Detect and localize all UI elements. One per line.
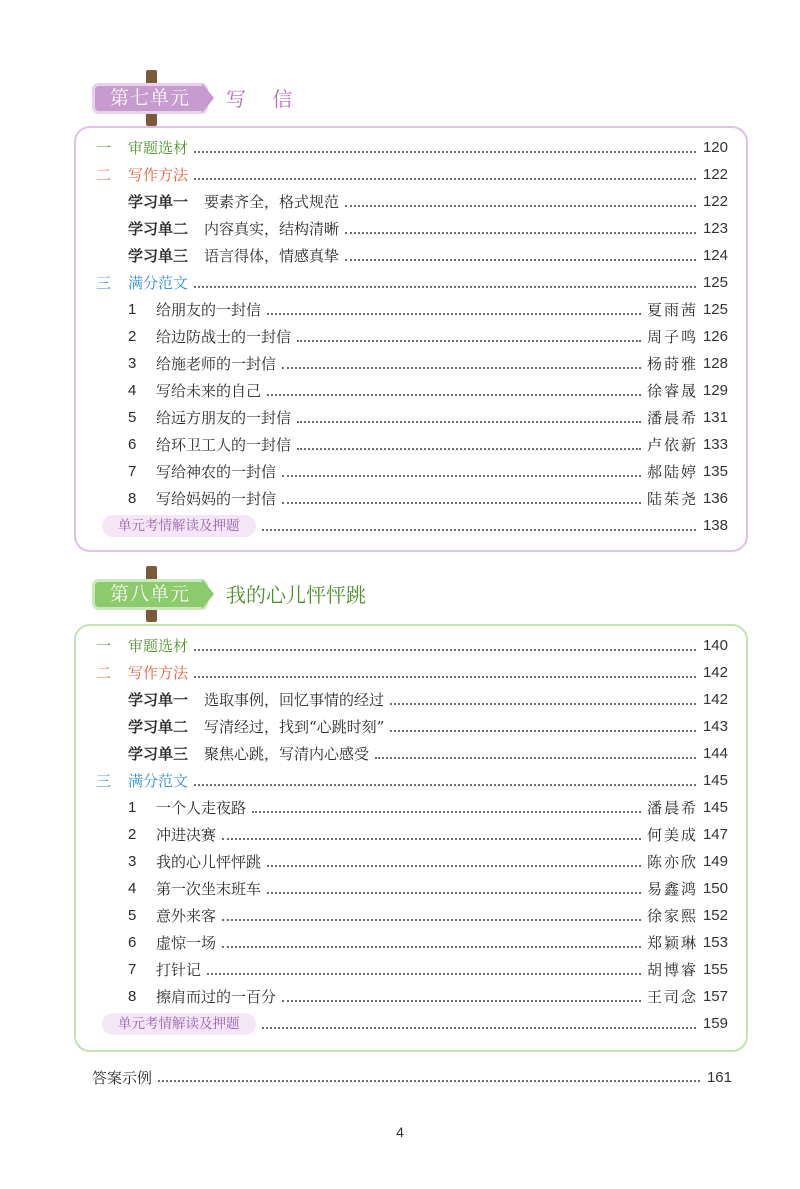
- essay-title: 给环卫工人的一封信: [156, 436, 292, 454]
- unit-tag: 第八单元: [92, 579, 208, 610]
- leader-dots: [262, 1027, 697, 1029]
- essay-title: 给施老师的一封信: [156, 355, 277, 373]
- essay-title: 一个人走夜路: [156, 799, 247, 817]
- lesson-title: 要素齐全，格式规范: [204, 193, 340, 211]
- toc-essay[interactable]: [96, 821, 728, 848]
- essay-author: 何美成: [646, 826, 698, 844]
- page-number: 123: [702, 220, 728, 237]
- page-number: 150: [702, 880, 728, 897]
- tag-arrow: [202, 83, 214, 113]
- section-label: 写作方法: [128, 166, 189, 184]
- essay-number: 1: [128, 301, 137, 318]
- page-number: 125: [702, 301, 728, 318]
- essay-number: 3: [128, 853, 137, 870]
- leader-dots: [222, 946, 641, 948]
- page-number: 125: [702, 274, 728, 291]
- unit-title: 写 信: [226, 87, 303, 111]
- section-number: 三: [96, 274, 112, 292]
- essay-number: 2: [128, 826, 137, 843]
- toc-lesson[interactable]: [96, 740, 728, 767]
- section-number: 二: [96, 664, 112, 682]
- toc-answer-key[interactable]: [92, 1064, 732, 1090]
- review-label: 单元考情解读及押题: [102, 1013, 256, 1035]
- leader-dots: [297, 448, 641, 450]
- toc-essay[interactable]: [96, 431, 728, 458]
- lesson-prefix: 学习单一: [128, 193, 189, 211]
- essay-number: 1: [128, 799, 137, 816]
- leader-dots: [194, 151, 696, 153]
- essay-author: 杨莳雅: [646, 355, 698, 373]
- essay-author: 王司念: [646, 988, 698, 1006]
- leader-dots: [252, 811, 641, 813]
- essay-title: 写给未来的自己: [156, 382, 262, 400]
- page-number: 149: [702, 853, 728, 870]
- leader-dots: [345, 205, 696, 207]
- leader-dots: [282, 367, 641, 369]
- essay-title: 第一次坐末班车: [156, 880, 262, 898]
- toc-essay[interactable]: [96, 458, 728, 485]
- page-number: 124: [702, 247, 728, 264]
- unit-toc-box: [74, 126, 748, 552]
- page-footer-number: 4: [396, 1124, 404, 1140]
- essay-author: 卢依新: [646, 436, 698, 454]
- leader-dots: [267, 394, 641, 396]
- essay-number: 8: [128, 988, 137, 1005]
- page-number: 143: [702, 718, 728, 735]
- tag-arrow: [202, 579, 214, 609]
- page-number: 155: [702, 961, 728, 978]
- toc-section[interactable]: [96, 161, 728, 188]
- lesson-prefix: 学习单三: [128, 247, 189, 265]
- essay-title: 冲进决赛: [156, 826, 217, 844]
- toc-essay[interactable]: [96, 794, 728, 821]
- leader-dots: [390, 703, 696, 705]
- page-number: 140: [702, 637, 728, 654]
- leader-dots: [282, 1000, 641, 1002]
- toc-essay[interactable]: [96, 350, 728, 377]
- essay-title: 打针记: [156, 961, 202, 979]
- essay-title: 给边防战士的一封信: [156, 328, 292, 346]
- unit-toc-box: [74, 624, 748, 1052]
- page-number: 157: [702, 988, 728, 1005]
- leader-dots: [194, 286, 696, 288]
- lesson-title: 写清经过，找到“心跳时刻”: [204, 718, 385, 736]
- essay-number: 6: [128, 436, 137, 453]
- leader-dots: [194, 784, 696, 786]
- page-number: 129: [702, 382, 728, 399]
- essay-title: 擦肩而过的一百分: [156, 988, 277, 1006]
- essay-number: 4: [128, 382, 137, 399]
- unit-header: [92, 566, 392, 622]
- page-number: 145: [702, 799, 728, 816]
- section-number: 一: [96, 637, 112, 655]
- page-number: 152: [702, 907, 728, 924]
- toc-lesson[interactable]: [96, 713, 728, 740]
- essay-number: 3: [128, 355, 137, 372]
- lesson-title: 选取事例，回忆事情的经过: [204, 691, 385, 709]
- unit-title: 我的心儿怦怦跳: [226, 583, 366, 607]
- leader-dots: [158, 1080, 700, 1082]
- page-number: 159: [702, 1015, 728, 1032]
- lesson-title: 聚焦心跳，写清内心感受: [204, 745, 370, 763]
- essay-number: 2: [128, 328, 137, 345]
- section-label: 审题选材: [128, 637, 189, 655]
- essay-title: 意外来客: [156, 907, 217, 925]
- leader-dots: [282, 502, 641, 504]
- section-label: 满分范文: [128, 274, 189, 292]
- toc-essay[interactable]: [96, 323, 728, 350]
- toc-section[interactable]: [96, 632, 728, 659]
- leader-dots: [282, 475, 641, 477]
- essay-number: 4: [128, 880, 137, 897]
- essay-author: 郑颖琳: [646, 934, 698, 952]
- essay-title: 给朋友的一封信: [156, 301, 262, 319]
- section-number: 一: [96, 139, 112, 157]
- essay-author: 陆茱尧: [646, 490, 698, 508]
- toc-lesson[interactable]: [96, 686, 728, 713]
- toc-essay[interactable]: [96, 902, 728, 929]
- page-number: 144: [702, 745, 728, 762]
- section-number: 二: [96, 166, 112, 184]
- toc-essay[interactable]: [96, 983, 728, 1010]
- page-number: 138: [702, 517, 728, 534]
- essay-number: 8: [128, 490, 137, 507]
- toc-essay[interactable]: [96, 485, 728, 512]
- essay-author: 周子鸣: [646, 328, 698, 346]
- page-number: 126: [702, 328, 728, 345]
- leader-dots: [390, 730, 696, 732]
- page-number: 136: [702, 490, 728, 507]
- answer-label: 答案示例: [92, 1068, 153, 1087]
- essay-author: 夏雨茜: [646, 301, 698, 319]
- review-label: 单元考情解读及押题: [102, 515, 256, 537]
- page-number: 122: [702, 193, 728, 210]
- toc-section[interactable]: [96, 767, 728, 794]
- leader-dots: [194, 676, 696, 678]
- leader-dots: [194, 178, 696, 180]
- essay-author: 陈亦欣: [646, 853, 698, 871]
- lesson-prefix: 学习单二: [128, 718, 189, 736]
- essay-author: 胡博睿: [646, 961, 698, 979]
- leader-dots: [267, 865, 641, 867]
- leader-dots: [207, 973, 641, 975]
- essay-author: 易鑫鸿: [646, 880, 698, 898]
- page-number: 147: [702, 826, 728, 843]
- leader-dots: [267, 892, 641, 894]
- toc-essay[interactable]: [96, 377, 728, 404]
- section-label: 满分范文: [128, 772, 189, 790]
- essay-number: 5: [128, 907, 137, 924]
- unit-tag: 第七单元: [92, 83, 208, 114]
- toc-section[interactable]: [96, 269, 728, 296]
- essay-number: 7: [128, 961, 137, 978]
- page-number: 153: [702, 934, 728, 951]
- essay-author: 潘晨希: [646, 799, 698, 817]
- page-number: 128: [702, 355, 728, 372]
- lesson-title: 内容真实，结构清晰: [204, 220, 340, 238]
- toc-essay[interactable]: [96, 404, 728, 431]
- essay-author: 徐家熙: [646, 907, 698, 925]
- section-label: 审题选材: [128, 139, 189, 157]
- essay-title: 给远方朋友的一封信: [156, 409, 292, 427]
- toc-review[interactable]: [96, 1010, 728, 1037]
- essay-number: 5: [128, 409, 137, 426]
- essay-title: 虚惊一场: [156, 934, 217, 952]
- essay-number: 6: [128, 934, 137, 951]
- leader-dots: [222, 838, 641, 840]
- page-number: 135: [702, 463, 728, 480]
- page-number: 120: [702, 139, 728, 156]
- leader-dots: [267, 313, 641, 315]
- unit-header: [92, 70, 392, 126]
- toc-review[interactable]: [96, 512, 728, 539]
- toc-essay[interactable]: [96, 875, 728, 902]
- toc-essay[interactable]: [96, 929, 728, 956]
- leader-dots: [345, 259, 696, 261]
- essay-author: 徐睿晟: [646, 382, 698, 400]
- section-number: 三: [96, 772, 112, 790]
- toc-essay[interactable]: [96, 296, 728, 323]
- section-label: 写作方法: [128, 664, 189, 682]
- page-number: 122: [702, 166, 728, 183]
- essay-title: 我的心儿怦怦跳: [156, 853, 262, 871]
- toc-lesson[interactable]: [96, 242, 728, 269]
- page-number: 133: [702, 436, 728, 453]
- leader-dots: [297, 421, 641, 423]
- leader-dots: [222, 919, 641, 921]
- essay-number: 7: [128, 463, 137, 480]
- toc-section[interactable]: [96, 659, 728, 686]
- page-number: 142: [702, 691, 728, 708]
- page-number: 145: [702, 772, 728, 789]
- lesson-prefix: 学习单二: [128, 220, 189, 238]
- toc-lesson[interactable]: [96, 188, 728, 215]
- page-number: 161: [706, 1068, 732, 1086]
- leader-dots: [297, 340, 641, 342]
- toc-essay[interactable]: [96, 956, 728, 983]
- essay-title: 写给妈妈的一封信: [156, 490, 277, 508]
- toc-lesson[interactable]: [96, 215, 728, 242]
- lesson-title: 语言得体，情感真挚: [204, 247, 340, 265]
- essay-author: 潘晨希: [646, 409, 698, 427]
- lesson-prefix: 学习单一: [128, 691, 189, 709]
- toc-section[interactable]: [96, 134, 728, 161]
- leader-dots: [375, 757, 696, 759]
- lesson-prefix: 学习单三: [128, 745, 189, 763]
- leader-dots: [262, 529, 697, 531]
- page-number: 142: [702, 664, 728, 681]
- essay-author: 郝陆婷: [646, 463, 698, 481]
- leader-dots: [345, 232, 696, 234]
- leader-dots: [194, 649, 696, 651]
- essay-title: 写给神农的一封信: [156, 463, 277, 481]
- page-number: 131: [702, 409, 728, 426]
- toc-essay[interactable]: [96, 848, 728, 875]
